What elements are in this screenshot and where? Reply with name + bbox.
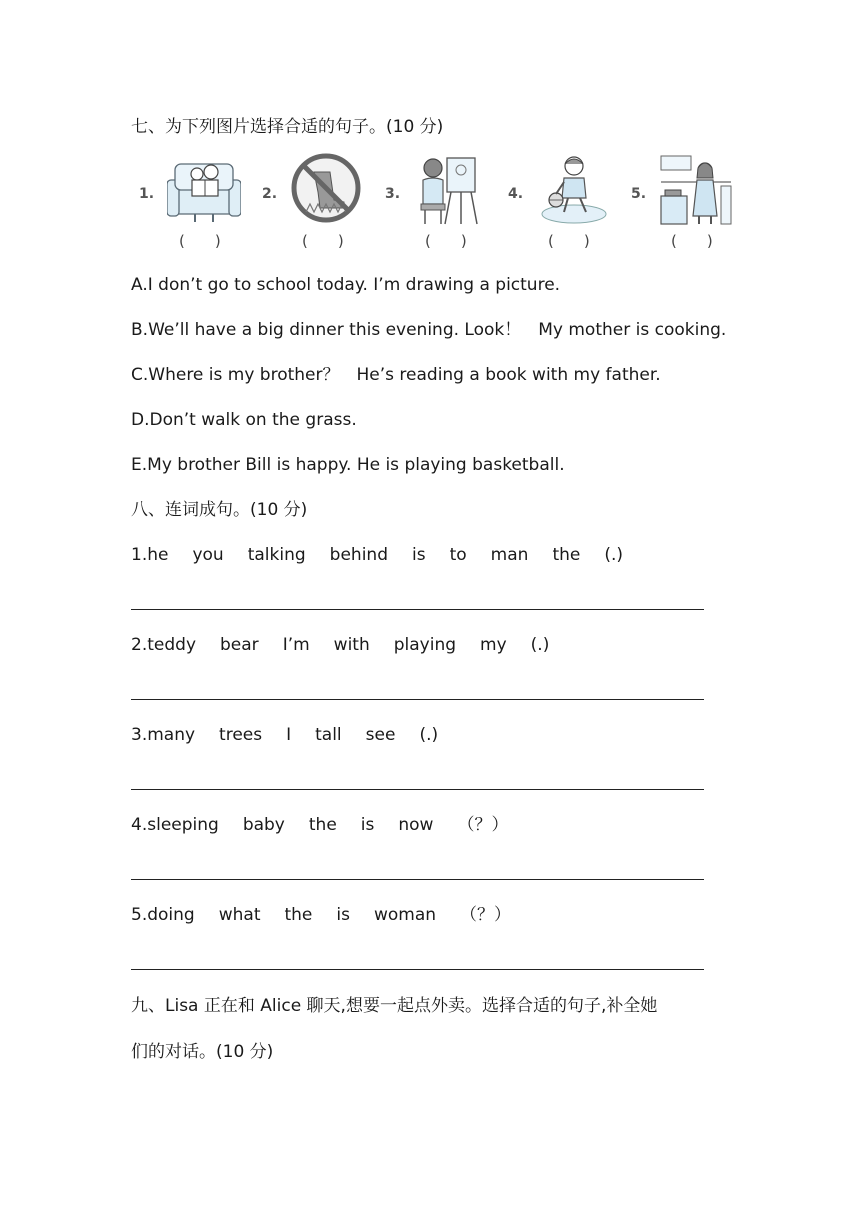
scramble-item-4 bbox=[131, 813, 532, 837]
scramble-item-1 bbox=[131, 543, 647, 567]
word: (.) bbox=[419, 725, 439, 745]
answer-line-1[interactable] bbox=[131, 609, 704, 610]
word: you bbox=[192, 545, 224, 565]
word: now bbox=[398, 815, 434, 835]
picture-5 bbox=[623, 150, 743, 256]
word: behind bbox=[329, 545, 388, 565]
picture-number: 1. bbox=[139, 186, 155, 202]
word: I bbox=[286, 725, 292, 745]
boy-playing-basketball-icon bbox=[536, 152, 610, 228]
word: tall bbox=[315, 725, 342, 745]
word: with bbox=[333, 635, 370, 655]
picture-number: 2. bbox=[262, 186, 278, 202]
word: playing bbox=[393, 635, 457, 655]
option-d: D.Don’t walk on the grass. bbox=[131, 410, 357, 430]
girl-drawing-at-easel-icon bbox=[413, 152, 487, 228]
picture-4 bbox=[500, 150, 620, 256]
picture-number: 3. bbox=[385, 186, 401, 202]
word: （？） bbox=[460, 905, 512, 925]
word: (.) bbox=[530, 635, 550, 655]
word: my bbox=[480, 635, 507, 655]
option-b: B.We’ll have a big dinner this evening. Look！ My mother is cooking. bbox=[131, 320, 727, 340]
word: trees bbox=[219, 725, 263, 745]
word: is bbox=[360, 815, 375, 835]
word: is bbox=[412, 545, 426, 565]
answer-blank[interactable]: ( ) bbox=[671, 232, 713, 250]
word: is bbox=[336, 905, 350, 925]
word: talking bbox=[247, 545, 306, 565]
answer-line-4[interactable] bbox=[131, 879, 704, 880]
scramble-item-5 bbox=[131, 903, 535, 927]
father-son-reading-on-sofa-icon bbox=[167, 152, 241, 228]
scramble-item-3 bbox=[131, 723, 462, 747]
word: I’m bbox=[282, 635, 310, 655]
word: doing bbox=[147, 905, 195, 925]
item-number: 3. bbox=[131, 725, 148, 745]
option-e: E.My brother Bill is happy. He is playing basketball. bbox=[131, 455, 565, 475]
answer-line-2[interactable] bbox=[131, 699, 704, 700]
option-a: A.I don’t go to school today. I’m drawing a picture. bbox=[131, 275, 561, 295]
word: （？） bbox=[457, 815, 509, 835]
word: to bbox=[449, 545, 467, 565]
picture-row bbox=[131, 150, 741, 256]
answer-blank[interactable]: ( ) bbox=[425, 232, 467, 250]
item-number: 5. bbox=[131, 905, 148, 925]
word: baby bbox=[242, 815, 285, 835]
answer-blank[interactable]: ( ) bbox=[548, 232, 590, 250]
word: man bbox=[490, 545, 529, 565]
word: what bbox=[218, 905, 261, 925]
word: bear bbox=[220, 635, 259, 655]
section9-heading-line1: 九、Lisa 正在和 Alice 聊天,想要一起点外卖。选择合适的句子,补全她 bbox=[131, 996, 658, 1016]
item-number: 2. bbox=[131, 635, 148, 655]
section8-heading: 八、连词成句。(10 分) bbox=[131, 500, 308, 520]
mother-cooking-in-kitchen-icon bbox=[659, 152, 733, 228]
option-c: C.Where is my brother？ He’s reading a book with my father. bbox=[131, 365, 661, 385]
word: he bbox=[147, 545, 169, 565]
answer-blank[interactable]: ( ) bbox=[302, 232, 344, 250]
word: see bbox=[365, 725, 396, 745]
word: teddy bbox=[147, 635, 197, 655]
scramble-item-2 bbox=[131, 633, 573, 657]
item-number: 4. bbox=[131, 815, 148, 835]
word: (.) bbox=[604, 545, 624, 565]
picture-1 bbox=[131, 150, 251, 256]
word: woman bbox=[373, 905, 437, 925]
word: many bbox=[147, 725, 196, 745]
picture-2 bbox=[254, 150, 374, 256]
no-walking-on-grass-sign-icon bbox=[290, 152, 364, 228]
answer-blank[interactable]: ( ) bbox=[179, 232, 221, 250]
word: the bbox=[284, 905, 313, 925]
item-number: 1. bbox=[131, 545, 148, 565]
word: sleeping bbox=[147, 815, 219, 835]
answer-line-5[interactable] bbox=[131, 969, 704, 970]
picture-3 bbox=[377, 150, 497, 256]
section9-heading-line2: 们的对话。(10 分) bbox=[131, 1042, 274, 1062]
picture-number: 5. bbox=[631, 186, 647, 202]
answer-line-3[interactable] bbox=[131, 789, 704, 790]
word: the bbox=[552, 545, 581, 565]
word: the bbox=[308, 815, 337, 835]
section7-heading: 七、为下列图片选择合适的句子。(10 分) bbox=[131, 117, 444, 137]
picture-number: 4. bbox=[508, 186, 524, 202]
